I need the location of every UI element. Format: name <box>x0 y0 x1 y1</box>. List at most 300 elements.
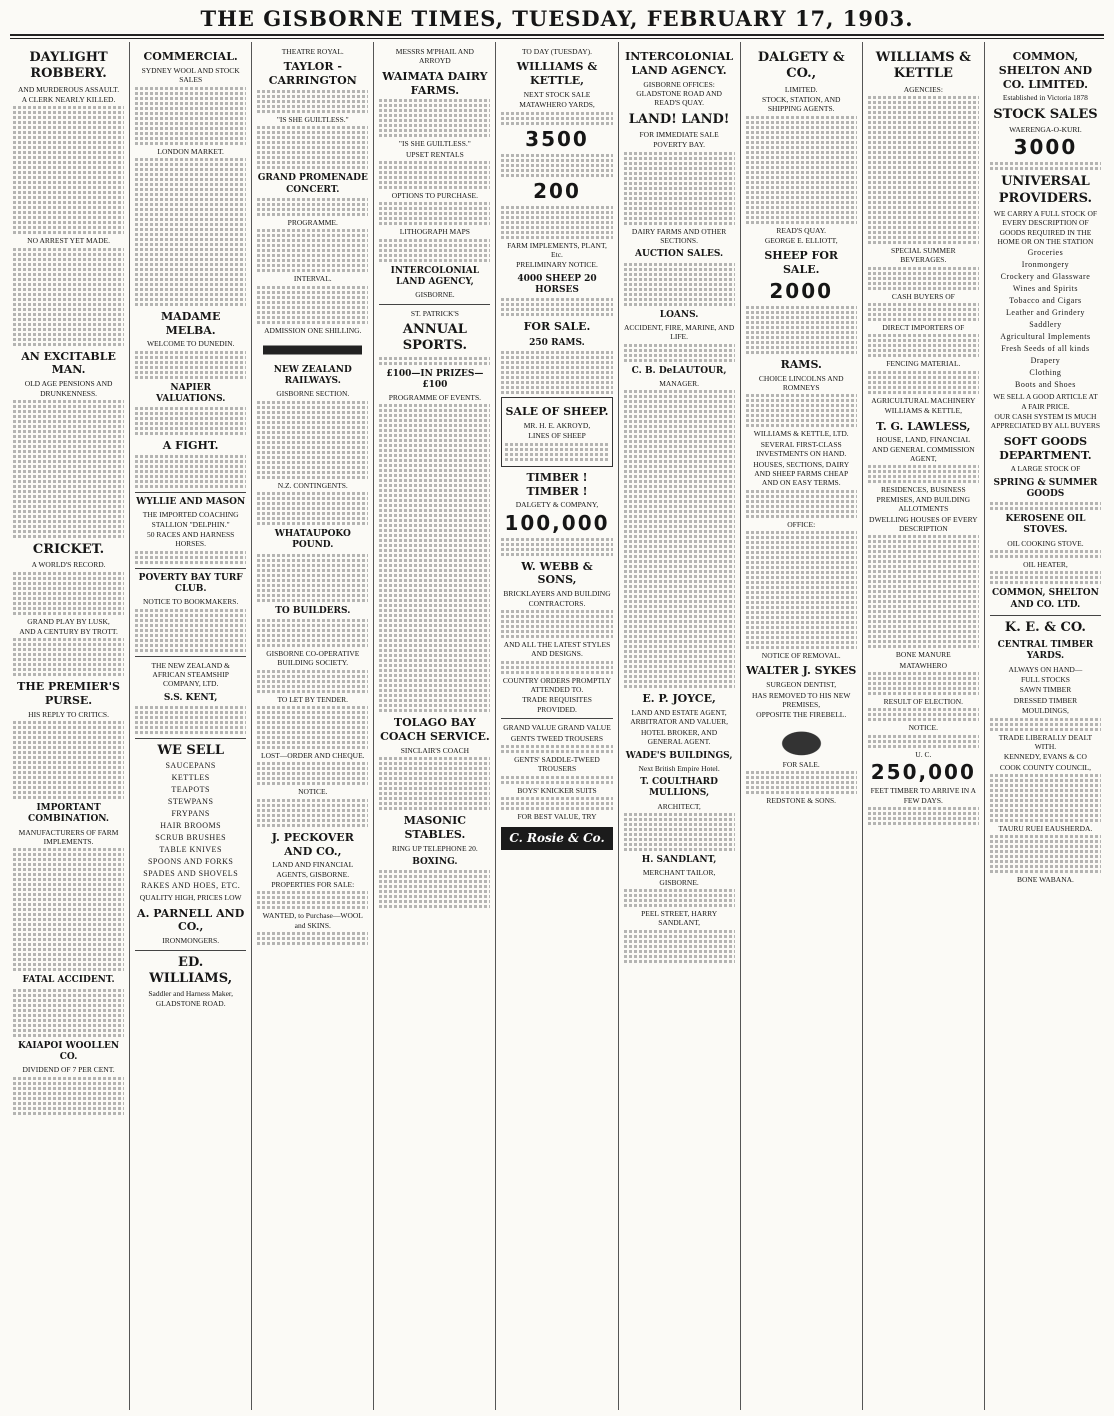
subhead-dividend: DIVIDEND OF 7 PER CENT. <box>22 1065 115 1075</box>
list-item: Boots and Shoes <box>1015 380 1076 390</box>
ad-gladstone: GLADSTONE ROAD. <box>155 999 226 1009</box>
ad-text <box>990 718 1101 731</box>
masthead-rule <box>10 34 1104 36</box>
ad-bricklayers: BRICKLAYERS AND BUILDING CONTRACTORS. <box>503 589 611 608</box>
horse-illustration <box>768 723 835 757</box>
ad-tolago-coach: TOLAGO BAY COACH SERVICE. <box>380 716 490 744</box>
ad-st-patricks: ST. PATRICK'S <box>410 308 459 318</box>
ad-trade-requisites: TRADE REQUISITES PROVIDED. <box>522 695 592 714</box>
ad-text <box>624 930 735 963</box>
ad-text <box>379 357 490 365</box>
column-2 <box>130 42 252 1410</box>
ad-grand-value: GRAND VALUE GRAND VALUE <box>503 723 611 733</box>
ad-ke-co: K. E. & CO. <box>1004 619 1086 635</box>
ad-text <box>257 229 368 272</box>
list-item: Drapery <box>1030 356 1061 366</box>
ad-timber: TIMBER ! TIMBER ! <box>526 470 588 498</box>
ad-text <box>624 263 735 306</box>
subhead-reply: HIS REPLY TO CRITICS. <box>28 709 109 719</box>
ad-to-builders: TO BUILDERS. <box>275 605 351 616</box>
ad-common-shelton: COMMON, SHELTON AND CO. LIMITED. <box>998 50 1093 91</box>
subhead-world-record: A WORLD'S RECORD. <box>31 560 106 570</box>
ad-text <box>868 807 979 825</box>
ad-for-sale-horse: FOR SALE. <box>782 759 820 769</box>
list-item: Wines and Spirits <box>1012 284 1078 294</box>
ad-text <box>990 774 1101 822</box>
ad-firebell: OPPOSITE THE FIREBELL. <box>756 710 847 720</box>
ad-peel-street: PEEL STREET, HARRY SANDLANT, <box>641 909 718 928</box>
ad-mouldings: MOULDINGS, <box>1021 706 1069 716</box>
provisions-list <box>990 248 1101 390</box>
ad-lawless: T. G. LAWLESS, <box>876 419 971 433</box>
column-6 <box>619 42 741 1410</box>
ad-text <box>257 492 368 525</box>
ad-parnell: A. PARNELL AND CO., <box>137 906 245 934</box>
ad-text <box>990 502 1101 510</box>
ad-today: TO DAY (TUESDAY). <box>521 47 593 56</box>
ad-250000: 250,000 <box>870 760 976 785</box>
headline-commercial: COMMERCIAL. <box>143 50 238 63</box>
article-text <box>13 1077 124 1115</box>
ad-admission: ADMISSION ONE SHILLING. <box>264 325 362 335</box>
ad-text <box>257 932 368 945</box>
ad-text <box>501 745 612 753</box>
list-item: TABLE KNIVES <box>159 845 222 855</box>
ad-lincolns: CHOICE LINCOLNS AND ROMNEYS <box>758 373 844 392</box>
ad-text <box>501 351 612 394</box>
list-item: FRYPANS <box>171 809 210 819</box>
ad-beverages: SPECIAL SUMMER BEVERAGES. <box>891 245 956 265</box>
ad-good-article: WE SELL A GOOD ARTICLE AT A FAIR PRICE. <box>993 392 1098 411</box>
ad-immediate-sale: FOR IMMEDIATE SALE <box>639 129 719 139</box>
we-sell-list <box>135 761 246 891</box>
ad-dressed: DRESSED TIMBER <box>1013 695 1078 705</box>
list-item: Fresh Seeds of all kinds <box>1001 344 1090 354</box>
headline-cricket: CRICKET. <box>32 541 105 557</box>
ad-houses: HOUSES, SECTIONS, DAIRY AND SHEEP FARMS CHEAP AND ON EASY TERMS. <box>753 459 850 488</box>
ad-manager: MANAGER. <box>659 378 699 388</box>
ad-sinclair: SINCLAIR'S COACH <box>400 745 469 755</box>
divider <box>135 568 246 569</box>
ad-ring-up: RING UP TELEPHONE 20. <box>391 843 478 853</box>
ad-result-election: RESULT OF ELECTION. <box>883 697 964 706</box>
ad-joyce: E. P. JOYCE, <box>642 692 716 706</box>
divider <box>135 492 246 493</box>
columns <box>8 42 1106 1410</box>
ad-nz-railways: NEW ZEALAND RAILWAYS. <box>273 364 352 387</box>
ad-upset-rentals: UPSET RENTALS <box>405 149 464 159</box>
headline-excitable-man: AN EXCITABLE MAN. <box>21 349 116 377</box>
rosie-logo: C. Rosie & Co. <box>501 827 612 850</box>
ad-sale-of-sheep: SALE OF SHEEP. <box>505 405 609 419</box>
ad-tailor: MERCHANT TAILOR, GISBORNE. <box>642 868 716 887</box>
ad-text <box>379 202 490 225</box>
ad-3500: 3500 <box>525 126 589 151</box>
ad-williams-kettle: WILLIAMS & KETTLE, <box>516 60 598 88</box>
subhead-london-market: LONDON MARKET. <box>157 146 224 156</box>
ad-2000: 2000 <box>769 278 834 303</box>
ad-best-value: FOR BEST VALUE, TRY <box>517 812 597 821</box>
list-item: Ironmongery <box>1021 260 1070 270</box>
ad-text <box>379 239 490 262</box>
ad-text <box>257 762 368 785</box>
ad-races: 50 RACES AND HARNESS HORSES. <box>147 530 235 549</box>
ad-cook-county: COOK COUNTY COUNCIL, <box>999 762 1092 772</box>
headline-madame-melba: MADAME MELBA. <box>160 309 221 337</box>
ad-dalgety-co: DALGETY & CO., <box>757 50 845 82</box>
ad-removal: NOTICE OF REMOVAL. <box>761 651 841 660</box>
ad-dairy-farms: DAIRY FARMS AND OTHER SECTIONS. <box>631 226 727 245</box>
article-text <box>135 87 246 145</box>
list-item: SPOONS AND FORKS <box>147 857 234 867</box>
ad-pound: WHATAUPOKO POUND. <box>274 529 351 551</box>
ad-notice: NOTICE. <box>298 787 328 797</box>
ad-to-let: TO LET BY TENDER. <box>277 694 349 704</box>
ad-text <box>624 344 735 362</box>
ad-land-estate: LAND AND ESTATE AGENT, ARBITRATOR AND VALUER, <box>630 708 728 727</box>
ad-text <box>868 465 979 483</box>
ad-text <box>505 443 608 461</box>
ad-text <box>257 619 368 647</box>
ad-text <box>868 96 979 244</box>
headline-kaiapoi: KAIAPOI WOOLLEN CO. <box>17 1040 120 1062</box>
ad-investments: SEVERAL FIRST-CLASS INVESTMENTS ON HAND. <box>756 439 847 459</box>
ad-text <box>990 162 1101 170</box>
subhead-clerk: A CLERK NEARLY KILLED. <box>21 94 116 104</box>
article-text <box>13 989 124 1037</box>
ad-sawn: SAWN TIMBER <box>1019 685 1072 695</box>
ad-rams: RAMS. <box>780 357 822 371</box>
ad-dwelling-houses: DWELLING HOUSES OF EVERY DESCRIPTION <box>869 514 978 533</box>
ad-text <box>257 670 368 693</box>
ad-reads-quay: READ'S QUAY. <box>776 225 827 235</box>
ad-intercolonial: INTERCOLONIAL LAND AGENCY, <box>390 265 480 287</box>
ad-text <box>501 776 612 784</box>
article-text <box>135 351 246 379</box>
ad-sykes: WALTER J. SYKES <box>746 664 857 678</box>
ad-text <box>868 371 979 394</box>
ad-250-rams: 250 RAMS. <box>529 338 585 348</box>
ad-sheep-for-sale: SHEEP FOR SALE. <box>764 249 839 277</box>
ad-text <box>135 609 246 652</box>
ad-text <box>868 672 979 695</box>
ad-agencies: AGENCIES: <box>903 84 943 94</box>
ad-notice-8: NOTICE. <box>908 723 938 733</box>
ad-text <box>257 198 368 216</box>
ad-lost: LOST—ORDER AND CHEQUE. <box>261 751 365 760</box>
ad-styles: AND ALL THE LATEST STYLES AND DESIGNS. <box>503 639 611 659</box>
ad-feet-timber: FEET TIMBER TO ARRIVE IN A FEW DAYS. <box>870 786 977 805</box>
ad-williams-kettle-ltd: WILLIAMS & KETTLE, LTD. <box>753 429 849 439</box>
ad-williams-kettle-header: WILLIAMS & KETTLE <box>875 50 971 82</box>
ad-mphail: MESSRS M'PHAIL AND ARROYD <box>395 47 474 66</box>
ad-bookmakers: NOTICE TO BOOKMAKERS. <box>142 597 239 607</box>
ad-boys-knicker: BOYS' KNICKER SUITS <box>517 785 597 795</box>
ad-wk: WILLIAMS & KETTLE, <box>884 406 962 416</box>
ad-text <box>868 334 979 357</box>
ad-farm-implements: FARM IMPLEMENTS, PLANT, Etc. <box>507 240 607 259</box>
ad-is-she-guiltless: "IS SHE GUILTLESS." <box>276 114 349 124</box>
article-text <box>135 407 246 435</box>
ad-insurance: ACCIDENT, FIRE, MARINE, AND LIFE. <box>623 322 735 342</box>
ad-kennedy-evans: KENNEDY, EVANS & CO <box>1003 752 1087 762</box>
ad-saddle-tweed: GENTS' SADDLE-TWEED TROUSERS <box>514 754 600 774</box>
article-text <box>13 248 124 346</box>
ad-4000-sheep: 4000 SHEEP 20 HORSES <box>517 273 597 295</box>
ad-gents-tweed: GENTS TWEED TROUSERS <box>510 733 604 743</box>
ad-elliott: GEORGE E. ELLIOTT, <box>764 236 838 245</box>
article-text <box>135 455 246 488</box>
ad-for-sale: FOR SALE. <box>523 320 591 334</box>
list-item: Groceries <box>1027 248 1064 258</box>
ad-text <box>868 535 979 648</box>
ad-ss-kent: S.S. KENT, <box>163 692 218 703</box>
list-item: Leather and Grindery <box>1006 308 1085 318</box>
ad-next-stock-sale: NEXT STOCK SALE <box>523 89 591 99</box>
ad-prelim: PRELIMINARY NOTICE. <box>516 260 598 270</box>
ad-text <box>501 206 612 239</box>
ad-common-shelton-ltd: COMMON, SHELTON AND CO. LTD. <box>991 588 1099 610</box>
ad-matawhero: MATAWHERO <box>899 660 948 670</box>
list-item: STEWPANS <box>167 797 214 807</box>
ad-full-stock: WE CARRY A FULL STOCK OF EVERY DESCRIPTION OF GOODS REQUIRED IN THE HOME OR ON THE STATION <box>993 208 1098 246</box>
ad-text <box>868 267 979 290</box>
ad-limited: LIMITED. <box>784 84 818 94</box>
list-item: RAKES AND HOES, ETC. <box>141 881 241 891</box>
ad-maps: LITHOGRAPH MAPS <box>399 227 470 237</box>
list-item: SPADES AND SHOVELS <box>143 869 239 879</box>
ad-auction-sales: AUCTION SALES. <box>635 249 724 260</box>
ad-text <box>501 797 612 810</box>
ad-text <box>746 531 857 649</box>
ad-annual-sports: ANNUAL SPORTS. <box>402 322 467 354</box>
ad-hotel-broker: HOTEL BROKER, AND GENERAL AGENT. <box>641 727 718 747</box>
divider <box>135 738 246 739</box>
ad-intercolonial-agency: INTERCOLONIAL LAND AGENCY. <box>625 50 734 77</box>
ad-large-stock: A LARGE STOCK OF <box>1010 464 1081 474</box>
ad-text <box>990 571 1101 584</box>
ad-land-land: LAND! LAND! <box>628 111 730 127</box>
ad-gisborne: GISBORNE. <box>415 290 455 300</box>
list-item: Tobacco and Cigars <box>1009 296 1082 306</box>
ad-commission-agent: HOUSE, LAND, FINANCIAL AND GENERAL COMMISSION AGENT, <box>871 435 975 463</box>
subhead-pensions: OLD AGE PENSIONS AND DRUNKENNESS. <box>24 379 113 398</box>
ad-turf-club: POVERTY BAY TURF CLUB. <box>138 572 243 594</box>
subhead-lusk: GRAND PLAY BY LUSK, <box>27 616 110 626</box>
column-7 <box>741 42 863 1410</box>
article-text <box>135 158 246 306</box>
ad-events: PROGRAMME OF EVENTS. <box>388 393 482 402</box>
ad-interval: INTERVAL. <box>293 274 332 284</box>
ad-text <box>990 835 1101 873</box>
subhead-welcome-dunedin: WELCOME TO DUNEDIN. <box>146 339 235 349</box>
subhead-sydney-wool: SYDNEY WOOL AND STOCK SALES <box>141 65 240 85</box>
ad-oil-cooking: OIL COOKING STOVE. <box>1007 538 1084 548</box>
column-4 <box>374 42 496 1410</box>
ad-text <box>868 303 979 321</box>
ad-spring-summer: SPRING & SUMMER GOODS <box>993 477 1098 499</box>
ad-steamship: THE NEW ZEALAND & AFRICAN STEAMSHIP COMPANY, LTD. <box>151 660 230 689</box>
ad-always: ALWAYS ON HAND— <box>1008 664 1083 674</box>
ad-building-society: GISBORNE CO-OPERATIVE BUILDING SOCIETY. <box>266 648 360 668</box>
ad-theatre-royal: THEATRE ROYAL. <box>281 47 344 56</box>
ad-text <box>257 706 368 749</box>
headline-fatal-accident: FATAL ACCIDENT. <box>22 975 115 986</box>
ad-text <box>868 735 979 748</box>
ad-poverty-bay: POVERTY BAY. <box>653 140 705 150</box>
headline-combination: IMPORTANT COMBINATION. <box>28 803 110 825</box>
list-item: HAIR BROOMS <box>160 821 222 831</box>
ad-200: 200 <box>533 178 581 203</box>
ad-promenade-concert: GRAND PROMENADE CONCERT. <box>257 173 368 195</box>
ad-text <box>746 116 857 224</box>
ad-waimata-dairy: WAIMATA DAIRY FARMS. <box>382 69 488 97</box>
ad-matawhero-yards: MATAWHERO YARDS, <box>519 100 595 110</box>
train-illustration <box>263 339 362 361</box>
ad-text <box>379 870 490 908</box>
ad-sandlant: H. SANDLANT, <box>641 855 717 865</box>
ad-mullions: T. COULTHARD MULLIONS, <box>640 777 718 799</box>
ad-direct-importers: DIRECT IMPORTERS OF <box>882 323 965 332</box>
ad-text <box>501 610 612 638</box>
ad-delphin: THE IMPORTED COACHING STALLION "DELPHIN." <box>142 510 239 529</box>
article-text <box>13 721 124 799</box>
subhead-trott: AND A CENTURY BY TROTT. <box>19 626 118 636</box>
ad-kerosene: KEROSENE OIL STOVES. <box>1005 514 1086 536</box>
ad-text <box>257 799 368 827</box>
ad-taylor-carrington: TAYLOR - CARRINGTON <box>268 60 357 88</box>
ad-text <box>501 154 612 177</box>
ad-text <box>379 161 490 189</box>
ad-soft-goods: SOFT GOODS DEPARTMENT. <box>999 434 1092 462</box>
ad-wanted-wool: WANTED, to Purchase—WOOL and SKINS. <box>262 911 363 930</box>
ad-programme: PROGRAMME. <box>287 217 338 227</box>
divider <box>135 950 246 951</box>
ad-peckover: J. PECKOVER AND CO., <box>271 830 354 858</box>
divider <box>135 656 246 657</box>
list-item: Crockery and Glassware <box>1000 272 1091 282</box>
ad-tauru: TAURU RUEI EAUSHERDA. <box>998 824 1093 833</box>
ad-text <box>257 90 368 113</box>
divider <box>501 718 612 719</box>
ad-contingents: N.Z. CONTINGENTS. <box>277 480 348 490</box>
ad-text <box>746 490 857 518</box>
ad-cash-system: OUR CASH SYSTEM IS MUCH APPRECIATED BY ALL BUYERS <box>990 412 1101 431</box>
list-item: SCRUB BRUSHES <box>155 833 227 843</box>
subhead-no-arrest: NO ARREST YET MADE. <box>27 236 110 246</box>
ad-options: OPTIONS TO PURCHASE. <box>391 191 478 200</box>
ad-text <box>501 112 612 125</box>
divider <box>990 615 1101 616</box>
ad-prizes: £100—IN PRIZES—£100 <box>386 368 484 390</box>
ad-trade-liberally: TRADE LIBERALLY DEALT WITH. <box>998 732 1093 751</box>
ad-we-sell: WE SELL <box>157 743 224 758</box>
ad-land-agents: LAND AND FINANCIAL AGENTS, GISBORNE. <box>272 860 354 879</box>
ad-country-orders: COUNTRY ORDERS PROMPTLY ATTENDED TO. <box>502 675 612 694</box>
ad-surgeon-dentist: SURGEON DENTIST, <box>766 680 837 690</box>
ad-dalgety: DALGETY & COMPANY, <box>515 500 599 510</box>
ad-masonic-stables: MASONIC STABLES. <box>403 814 466 841</box>
subhead-manufacturers: MANUFACTURERS OF FARM IMPLEMENTS. <box>18 827 119 846</box>
ad-100000: 100,000 <box>504 510 610 535</box>
ad-ironmongers: IRONMONGERS. <box>162 936 220 946</box>
headline-daylight-robbery: DAYLIGHT ROBBERY. <box>29 50 108 82</box>
ad-british-empire: Next British Empire Hotel. <box>638 763 720 773</box>
ad-text <box>624 889 735 907</box>
ad-text <box>135 706 246 734</box>
ad-text <box>257 891 368 909</box>
ad-oil-heater: OIL HEATER, <box>1023 560 1068 569</box>
ad-guiltless-2: "IS SHE GUILTLESS." <box>398 139 471 149</box>
ad-loans: LOANS. <box>659 309 699 320</box>
masthead-rule-thin <box>10 38 1104 39</box>
headline-premiers-purse: THE PREMIER'S PURSE. <box>17 680 120 707</box>
ad-text <box>868 708 979 721</box>
article-text <box>13 106 124 234</box>
ad-properties: PROPERTIES FOR SALE: <box>271 880 355 889</box>
ad-wades: WADE'S BUILDINGS, <box>625 750 733 761</box>
list-item: SAUCEPANS <box>165 761 216 771</box>
ad-bone-manure: BONE MANURE <box>895 650 951 660</box>
ad-text <box>257 554 368 602</box>
ad-new-premises: HAS REMOVED TO HIS NEW PREMISES, <box>751 690 851 709</box>
timetable-text <box>257 401 368 479</box>
ad-text <box>379 99 490 137</box>
ad-text <box>257 286 368 324</box>
ad-quality: QUALITY HIGH, PRICES LOW <box>139 893 242 903</box>
ad-office: OFFICE: <box>787 519 816 529</box>
list-item: Agricultural Implements <box>1000 332 1091 342</box>
list-item: Saddlery <box>1029 320 1062 330</box>
ad-residences: RESIDENCES, BUSINESS PREMISES, AND BUILDING ALLOTMENTS <box>876 485 971 514</box>
ad-text <box>746 306 857 354</box>
ad-text <box>501 661 612 674</box>
ad-redstone: REDSTONE & SONS. <box>766 796 837 805</box>
ad-central-timber: CENTRAL TIMBER YARDS. <box>997 640 1094 662</box>
article-text <box>13 572 124 615</box>
ad-text <box>379 757 490 810</box>
ad-established: Established in Victoria 1878 <box>1002 93 1088 103</box>
ad-offices: GISBORNE OFFICES: GLADSTONE ROAD AND READ'S QUAY. <box>636 79 722 108</box>
divider <box>379 304 490 305</box>
article-text <box>13 638 124 676</box>
ad-3000: 3000 <box>1013 135 1078 160</box>
subhead-assault: AND MURDEROUS ASSAULT. <box>18 84 120 94</box>
ad-agri-machinery: AGRICULTURAL MACHINERY <box>871 395 976 405</box>
column-1 <box>8 42 130 1410</box>
ad-full-stocks: FULL STOCKS <box>1020 675 1070 684</box>
ad-delautour: C. B. DeLAUTOUR, <box>631 365 727 376</box>
ad-architect: ARCHITECT, <box>657 801 701 811</box>
ad-uc: U. C. <box>915 749 932 759</box>
ad-text <box>990 550 1101 558</box>
ad-text <box>624 813 735 851</box>
ad-webb: W. WEBB & SONS, <box>521 559 593 587</box>
ad-saddler: Saddler and Harness Maker, <box>148 989 233 998</box>
list-item: KETTLES <box>171 773 210 783</box>
ad-waerenga: WAERENGA-O-KURI. <box>1009 124 1082 134</box>
ad-stock-sales: STOCK SALES <box>993 106 1098 122</box>
headline-a-fight: A FIGHT. <box>162 439 219 453</box>
ad-text <box>746 394 857 427</box>
masthead: THE GISBORNE TIMES, TUESDAY, FEBRUARY 17, 1903. <box>200 6 914 31</box>
headline-napier-valuations: NAPIER VALUATIONS. <box>155 382 226 404</box>
ad-boxing: BOXING. <box>412 857 458 868</box>
ad-ed-williams: ED. WILLIAMS, <box>149 954 233 986</box>
ad-text <box>746 771 857 794</box>
article-text <box>13 848 124 971</box>
ad-universal-providers: UNIVERSAL PROVIDERS. <box>998 174 1093 206</box>
